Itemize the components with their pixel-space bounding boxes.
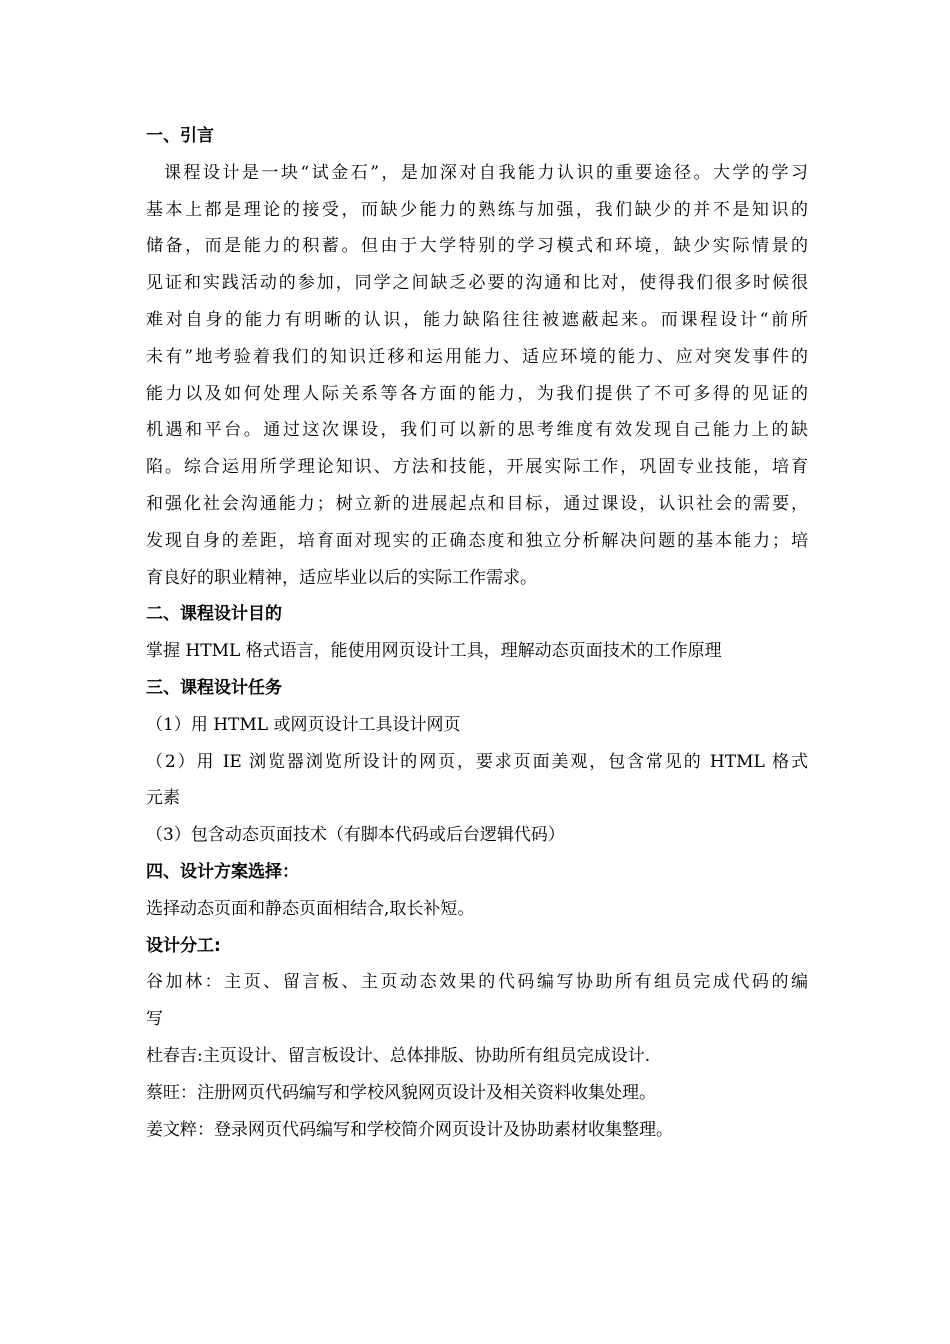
paragraph-line: 能力以及如何处理人际关系等各方面的能力，为我们提供了不可多得的见证的 — [146, 383, 808, 404]
paragraph-line: 发现自身的差距，培育面对现实的正确态度和独立分析解决问题的基本能力；培 — [146, 530, 808, 551]
section-heading-tasks: 三、课程设计任务 — [146, 677, 282, 698]
division-member-gu: 谷加林：主页、留言板、主页动态效果的代码编写协助所有组员完成代码的编 — [146, 972, 808, 993]
paragraph-line: 课程设计是一块“试金石”，是加深对自我能力认识的重要途径。大学的学习 — [164, 162, 808, 183]
paragraph-line: 陷。综合运用所学理论知识、方法和技能，开展实际工作，巩固专业技能，培育 — [146, 457, 808, 478]
paragraph-line: 未有”地考验着我们的知识迁移和运用能力、适应环境的能力、应对突发事件的 — [146, 346, 808, 367]
division-member-du: 杜春吉:主页设计、留言板设计、总体排版、协助所有组员完成设计. — [146, 1045, 651, 1066]
division-member-jiang: 姜文粹：登录网页代码编写和学校简介网页设计及协助素材收集整理。 — [146, 1119, 673, 1140]
division-member-cai: 蔡旺：注册网页代码编写和学校风貌网页设计及相关资料收集处理。 — [146, 1082, 656, 1103]
paragraph-line: 和强化社会沟通能力；树立新的进展起点和目标，通过课设，认识社会的需要， — [146, 493, 808, 514]
purpose-text: 掌握 HTML 格式语言，能使用网页设计工具，理解动态页面技术的工作原理 — [146, 641, 722, 662]
paragraph-line: 储备，而是能力的积蓄。但由于大学特别的学习模式和环境，缺少实际情景的 — [146, 236, 808, 257]
division-title: 设计分工: — [146, 935, 221, 956]
section-heading-introduction: 一、引言 — [146, 126, 214, 146]
paragraph-line: 育良好的职业精神，适应毕业以后的实际工作需求。 — [146, 567, 537, 588]
paragraph-line: 难对自身的能力有明晰的认识，能力缺陷往往被遮蔽起来。而课程设计“前所 — [146, 309, 808, 330]
scheme-text: 选择动态页面和静态页面相结合,取长补短。 — [146, 898, 475, 919]
introduction-paragraph — [146, 155, 808, 597]
task-item-2-continued: 元素 — [146, 788, 180, 809]
section-heading-purpose: 二、课程设计目的 — [146, 604, 282, 625]
paragraph-line: 机遇和平台。通过这次课设，我们可以新的思考维度有效发现自己能力上的缺 — [146, 420, 808, 441]
paragraph-line: 基本上都是理论的接受，而缺少能力的熟练与加强，我们缺少的并不是知识的 — [146, 199, 808, 220]
document-page — [146, 118, 808, 1148]
task-item-1: （1）用 HTML 或网页设计工具设计网页 — [146, 714, 461, 735]
division-member-gu-continued: 写 — [146, 1009, 163, 1030]
paragraph-line: 见证和实践活动的参加，同学之间缺乏必要的沟通和比对，使得我们很多时候很 — [146, 273, 808, 294]
section-heading-scheme: 四、设计方案选择： — [146, 861, 299, 882]
task-item-2: （2）用 IE 浏览器浏览所设计的网页，要求页面美观，包含常见的 HTML 格式 — [146, 751, 808, 772]
task-item-3: （3）包含动态页面技术（有脚本代码或后台逻辑代码） — [146, 825, 565, 846]
